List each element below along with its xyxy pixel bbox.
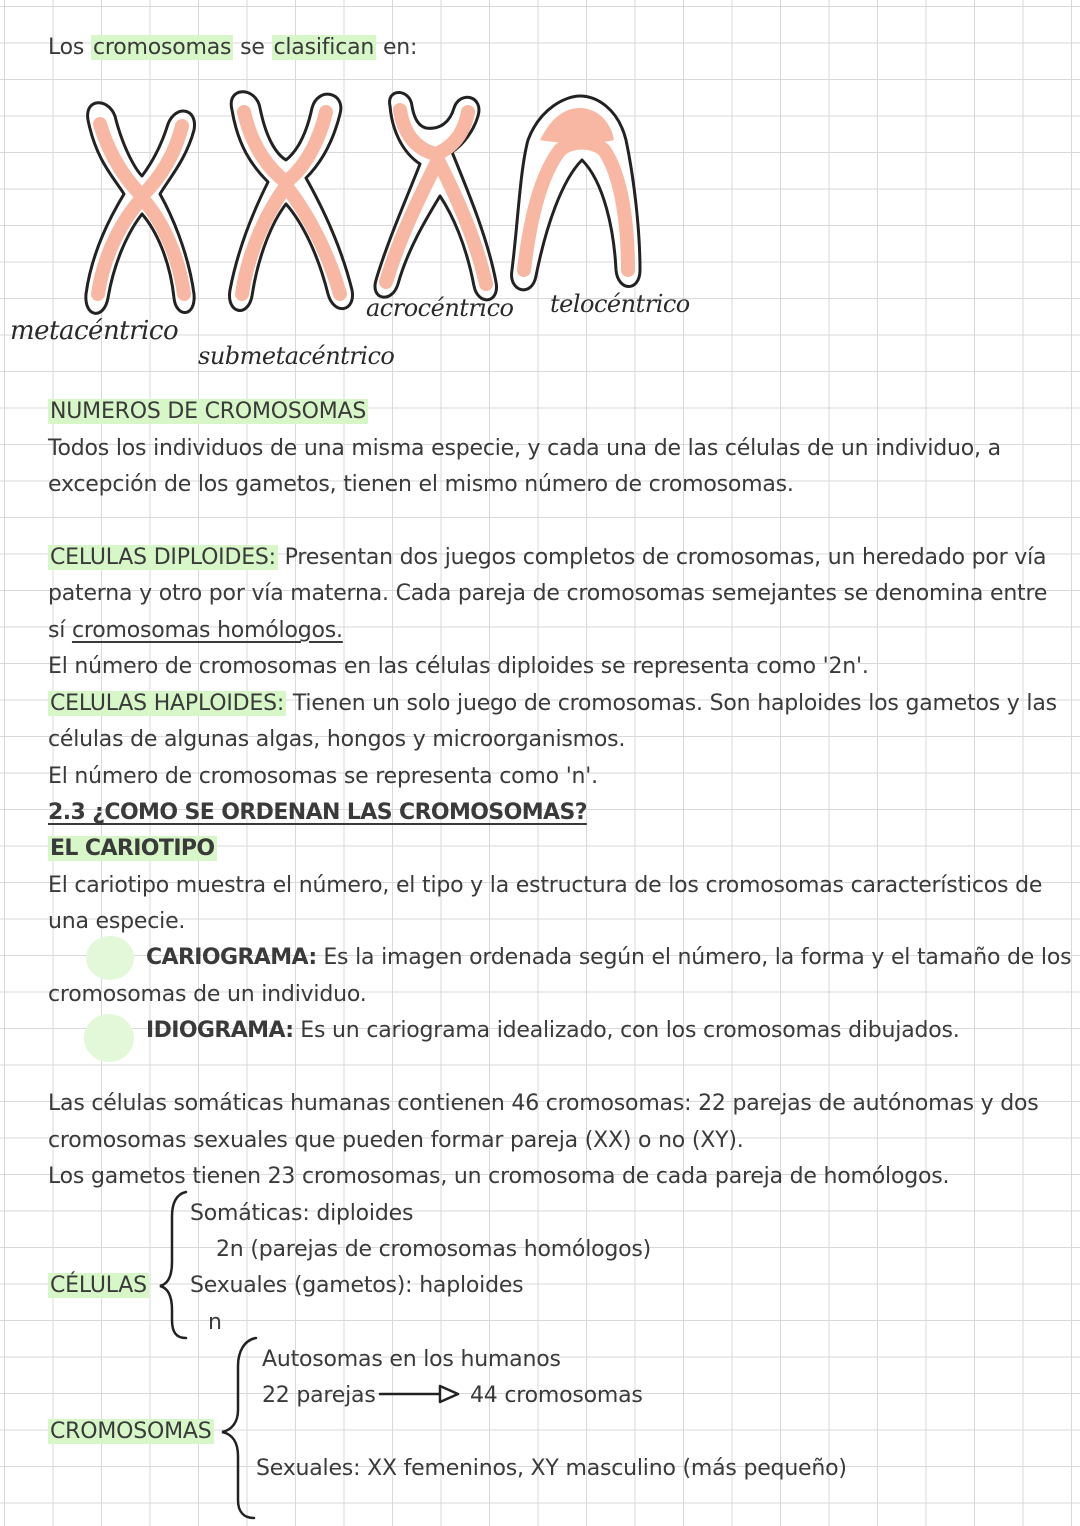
cromosomas-label-text: CROMOSOMAS	[50, 1419, 212, 1444]
humanas-line-1: Las células somáticas humanas contienen 46 cromosomas: 22 parejas de autónomas y dos	[48, 1091, 1039, 1116]
celulas-item-n: n	[208, 1310, 222, 1335]
numeros-line-2: excepción de los gametos, tienen el mismo número de cromosomas.	[48, 472, 794, 497]
intro-pre: Los	[48, 35, 91, 60]
acrocentric-chromosome	[375, 93, 497, 300]
cariograma-line-1	[146, 940, 1071, 976]
section-heading: 2.3 ¿COMO SE ORDENAN LAS CROMOSOMAS?	[48, 800, 587, 825]
humanas-line-2: cromosomas sexuales que pueden formar pareja (XX) o no (XY).	[48, 1128, 744, 1153]
haploides-label: CELULAS HAPLOIDES:	[50, 691, 285, 716]
parejas-text: 22 parejas	[262, 1383, 376, 1408]
cariotipo-line-1: El cariotipo muestra el número, el tipo y la estructura de los cromosomas característicos de	[48, 873, 1043, 898]
cariograma-label: CARIOGRAMA:	[146, 945, 317, 970]
cromosomas-homologos-term: cromosomas homólogos.	[71, 618, 343, 643]
celulas-label-text: CÉLULAS	[50, 1273, 147, 1298]
idiograma-text: Es un cariograma idealizado, con los cromosomas dibujados.	[293, 1018, 960, 1043]
idiograma-line	[146, 1013, 960, 1049]
numeros-heading	[48, 394, 368, 430]
cariotipo-line-2: una especie.	[48, 909, 186, 934]
label-telocentrico: telocéntrico	[550, 290, 690, 318]
diploides-line-1	[48, 540, 1046, 576]
diploides-line-2: paterna y otro por vía materna. Cada pareja de cromosomas semejantes se denomina entre	[48, 581, 1048, 606]
cromosomas-label	[48, 1414, 214, 1450]
diploides-line-4: El número de cromosomas en las células diploides se representa como '2n'.	[48, 654, 869, 679]
label-acrocentrico: acrocéntrico	[366, 294, 514, 322]
intro-keyword-cromosomas: cromosomas	[93, 35, 232, 60]
haploides-line-1	[48, 686, 1057, 722]
cariograma-text: Es la imagen ordenada según el número, la forma y el tamaño de los	[316, 945, 1072, 970]
diploides-label: CELULAS DIPLOIDES:	[50, 545, 276, 570]
cariograma-bullet	[86, 936, 134, 980]
cariograma-line-2: cromosomas de un individuo.	[48, 982, 367, 1007]
diploides-text-1: Presentan dos juegos completos de cromosomas, un heredado por vía	[277, 545, 1047, 570]
diploides-line-3	[48, 613, 343, 649]
label-metacentrico: metacéntrico	[10, 316, 179, 346]
humanas-line-3: Los gametos tienen 23 cromosomas, un cromosoma de cada pareja de homólogos.	[48, 1164, 950, 1189]
celulas-label	[48, 1268, 149, 1304]
telocentric-chromosome	[512, 96, 640, 290]
intro-post: en:	[376, 35, 418, 60]
cariotipo-heading-text: EL CARIOTIPO	[50, 836, 215, 861]
haploides-text-1: Tienen un solo juego de cromosomas. Son haploides los gametos y las	[286, 691, 1057, 716]
numeros-heading-text: NUMEROS DE CROMOSOMAS	[50, 399, 367, 424]
sexuales-text: Sexuales: XX femeninos, XY masculino (más pequeño)	[256, 1456, 847, 1481]
celulas-item-sexuales: Sexuales (gametos): haploides	[190, 1273, 524, 1298]
celulas-item-somaticas: Somáticas: diploides	[190, 1201, 414, 1226]
parejas-arrow-head	[440, 1386, 458, 1402]
intro-mid: se	[233, 35, 272, 60]
cariotipo-heading	[48, 831, 217, 867]
submetacentric-chromosome	[230, 92, 353, 311]
autosomas-text: Autosomas en los humanos	[262, 1347, 561, 1372]
cromosomas-result-text: 44 cromosomas	[470, 1383, 643, 1408]
haploides-line-3: El número de cromosomas se representa como 'n'.	[48, 764, 598, 789]
haploides-line-2: células de algunas algas, hongos y microorganismos.	[48, 727, 626, 752]
diploides-text-3: sí	[48, 618, 72, 643]
idiograma-label: IDIOGRAMA:	[146, 1018, 294, 1043]
celulas-item-2n: 2n (parejas de cromosomas homólogos)	[216, 1237, 652, 1262]
cromosomas-brace	[222, 1338, 256, 1518]
label-submetacentrico: submetacéntrico	[198, 342, 395, 370]
numeros-line-1: Todos los individuos de una misma especie, y cada una de las células de un individuo, a	[48, 436, 1001, 461]
celulas-brace	[160, 1192, 186, 1338]
idiograma-bullet	[84, 1014, 134, 1062]
intro-keyword-clasifican: clasifican	[273, 35, 375, 60]
metacentric-chromosome	[86, 103, 195, 314]
